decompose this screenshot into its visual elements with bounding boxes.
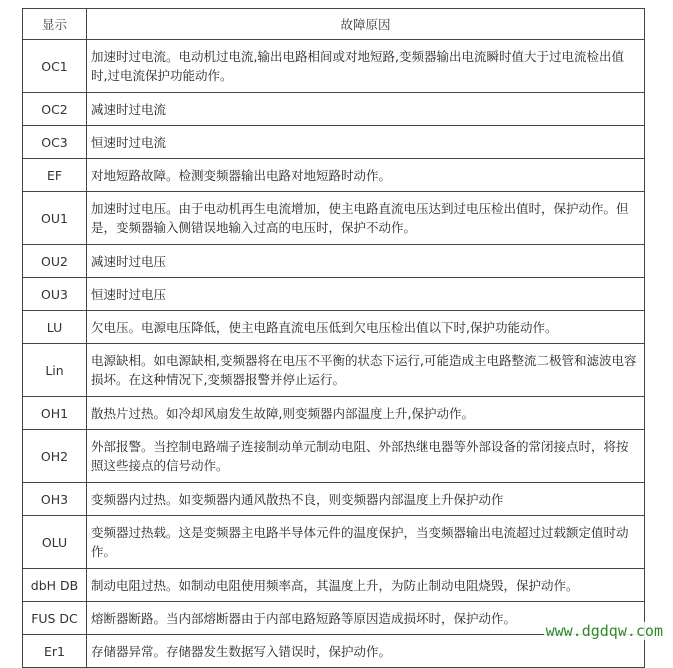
table-header-row [23, 9, 645, 40]
site-watermark: www.dgdqw.com [545, 622, 663, 640]
fault-code: LU [23, 311, 87, 344]
fault-description: 制动电阻过热。如制动电阻使用频率高，其温度上升，为防止制动电阻烧毁，保护动作。 [87, 569, 645, 602]
fault-description: 减速时过电压 [87, 245, 645, 278]
table-row [23, 344, 645, 397]
fault-code: OU1 [23, 192, 87, 245]
fault-description: 存储器异常。存储器发生数据写入错误时，保护动作。 [87, 635, 645, 668]
table-row [23, 278, 645, 311]
fault-code: OH3 [23, 483, 87, 516]
table-row [23, 311, 645, 344]
table-row [23, 483, 645, 516]
fault-code: OC2 [23, 93, 87, 126]
fault-description: 外部报警。当控制电路端子连接制动单元制动电阻、外部热继电器等外部设备的常闭接点时，将按照这些接点的信号动作。 [87, 430, 645, 483]
fault-code: OLU [23, 516, 87, 569]
header-display: 显示 [23, 9, 87, 40]
fault-description: 欠电压。电源电压降低，使主电路直流电压低到欠电压检出值以下时,保护功能动作。 [87, 311, 645, 344]
table-row [23, 159, 645, 192]
table-row [23, 430, 645, 483]
fault-code: OH2 [23, 430, 87, 483]
fault-code: EF [23, 159, 87, 192]
fault-description: 电源缺相。如电源缺相,变频器将在电压不平衡的状态下运行,可能造成主电路整流二极管和滤波电容损坏。在这种情况下,变频器报警并停止运行。 [87, 344, 645, 397]
fault-code: OC1 [23, 40, 87, 93]
fault-description: 变频器过热载。这是变频器主电路半导体元件的温度保护，当变频器输出电流超过过载额定值时动作。 [87, 516, 645, 569]
fault-description: 恒速时过电压 [87, 278, 645, 311]
table-row [23, 93, 645, 126]
table-row [23, 245, 645, 278]
fault-code: dbH DB [23, 569, 87, 602]
fault-code: Lin [23, 344, 87, 397]
fault-description: 恒速时过电流 [87, 126, 645, 159]
table-row [23, 126, 645, 159]
table-row [23, 516, 645, 569]
header-fault-cause: 故障原因 [87, 9, 645, 40]
table-row [23, 397, 645, 430]
fault-description: 加速时过电压。由于电动机再生电流增加，使主电路直流电压达到过电压检出值时，保护动作。但是，变频器输入侧错误地输入过高的电压时，保护不动作。 [87, 192, 645, 245]
fault-description: 熔断器断路。当内部熔断器由于内部电路短路等原因造成损坏时，保护动作。 [87, 602, 645, 635]
fault-description: 对地短路故障。检测变频器输出电路对地短路时动作。 [87, 159, 645, 192]
fault-code: OC3 [23, 126, 87, 159]
table-row [23, 192, 645, 245]
fault-description: 变频器内过热。如变频器内通风散热不良，则变频器内部温度上升保护动作 [87, 483, 645, 516]
table-row [23, 40, 645, 93]
fault-description: 减速时过电流 [87, 93, 645, 126]
fault-code-table [22, 8, 645, 668]
fault-code: OU2 [23, 245, 87, 278]
fault-code: OH1 [23, 397, 87, 430]
fault-description: 加速时过电流。电动机过电流,输出电路相间或对地短路,变频器输出电流瞬时值大于过电流检出值时,过电流保护功能动作。 [87, 40, 645, 93]
fault-code: FUS DC [23, 602, 87, 635]
table-row [23, 569, 645, 602]
fault-description: 散热片过热。如冷却风扇发生故障,则变频器内部温度上升,保护动作。 [87, 397, 645, 430]
fault-code: OU3 [23, 278, 87, 311]
fault-code: Er1 [23, 635, 87, 668]
